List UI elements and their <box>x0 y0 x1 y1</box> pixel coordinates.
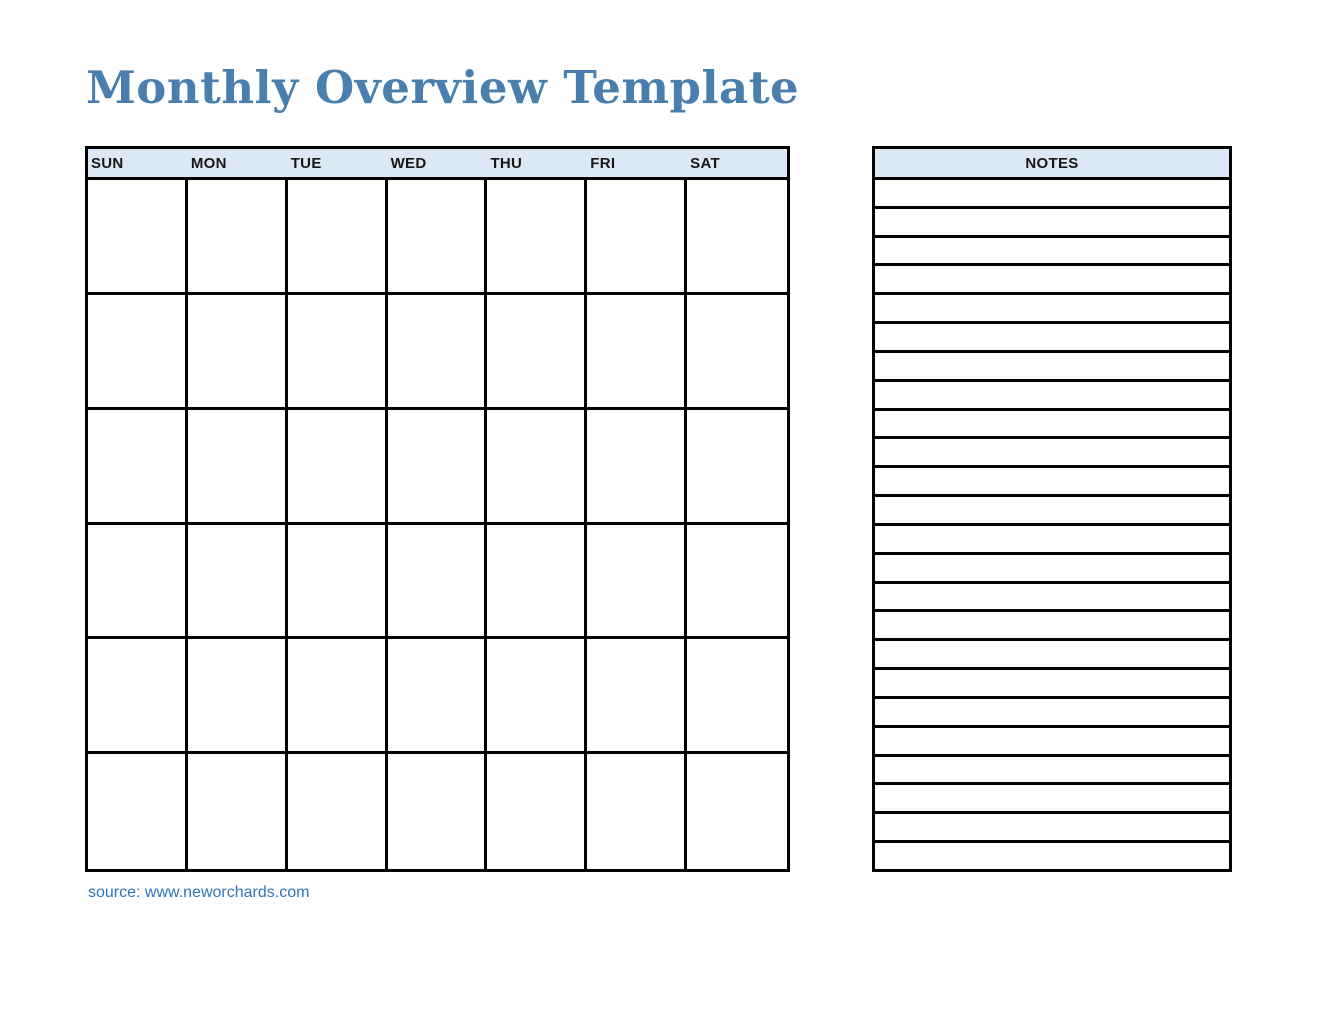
note-row[interactable] <box>875 353 1229 382</box>
note-row[interactable] <box>875 209 1229 238</box>
note-row[interactable] <box>875 180 1229 209</box>
calendar-day-cell[interactable] <box>487 639 587 754</box>
calendar-day-cell[interactable] <box>687 295 787 410</box>
calendar-day-cell[interactable] <box>288 295 388 410</box>
calendar-day-cell[interactable] <box>388 295 488 410</box>
calendar-day-cell[interactable] <box>587 410 687 525</box>
calendar-day-cell[interactable] <box>288 180 388 295</box>
note-row[interactable] <box>875 728 1229 757</box>
calendar-day-cell[interactable] <box>88 410 188 525</box>
calendar-day-cell[interactable] <box>687 754 787 869</box>
note-row[interactable] <box>875 814 1229 843</box>
day-header-thu: THU <box>490 154 523 172</box>
calendar-day-cell[interactable] <box>587 754 687 869</box>
calendar-day-cell[interactable] <box>188 180 288 295</box>
note-row[interactable] <box>875 295 1229 324</box>
calendar-header-row <box>88 149 787 180</box>
calendar-day-cell[interactable] <box>487 180 587 295</box>
note-row[interactable] <box>875 555 1229 584</box>
calendar-day-cell[interactable] <box>88 525 188 640</box>
note-row[interactable] <box>875 699 1229 728</box>
note-row[interactable] <box>875 670 1229 699</box>
calendar-day-cell[interactable] <box>88 754 188 869</box>
calendar-day-cell[interactable] <box>288 525 388 640</box>
calendar-day-cell[interactable] <box>388 754 488 869</box>
day-header-wed: WED <box>390 154 427 172</box>
day-header-tue: TUE <box>290 154 322 172</box>
calendar-day-cell[interactable] <box>487 295 587 410</box>
calendar-day-cell[interactable] <box>587 525 687 640</box>
note-row[interactable] <box>875 785 1229 814</box>
note-row[interactable] <box>875 411 1229 440</box>
note-row[interactable] <box>875 266 1229 295</box>
calendar-day-cell[interactable] <box>587 639 687 754</box>
calendar-day-cell[interactable] <box>587 295 687 410</box>
calendar-day-cell[interactable] <box>687 639 787 754</box>
calendar-day-cell[interactable] <box>188 754 288 869</box>
calendar-day-cell[interactable] <box>487 754 587 869</box>
calendar-table <box>85 146 790 872</box>
notes-table <box>872 146 1232 872</box>
calendar-day-cell[interactable] <box>388 525 488 640</box>
note-row[interactable] <box>875 468 1229 497</box>
note-row[interactable] <box>875 843 1229 869</box>
calendar-day-cell[interactable] <box>487 525 587 640</box>
calendar-day-cell[interactable] <box>188 410 288 525</box>
notes-header: NOTES <box>875 149 1229 180</box>
calendar-day-cell[interactable] <box>288 754 388 869</box>
calendar-day-cell[interactable] <box>687 410 787 525</box>
note-row[interactable] <box>875 641 1229 670</box>
day-header-sat: SAT <box>690 154 720 172</box>
note-row[interactable] <box>875 612 1229 641</box>
calendar-day-cell[interactable] <box>88 639 188 754</box>
calendar-day-cell[interactable] <box>388 410 488 525</box>
calendar-day-cell[interactable] <box>288 410 388 525</box>
day-header-fri: FRI <box>590 154 616 172</box>
note-row[interactable] <box>875 497 1229 526</box>
calendar-day-cell[interactable] <box>687 525 787 640</box>
calendar-day-cell[interactable] <box>288 639 388 754</box>
calendar-day-cell[interactable] <box>188 639 288 754</box>
page-title: Monthly Overview Template <box>86 61 800 114</box>
calendar-day-cell[interactable] <box>487 410 587 525</box>
calendar-day-cell[interactable] <box>88 180 188 295</box>
calendar-day-cell[interactable] <box>388 639 488 754</box>
source-link[interactable]: source: www.neworchards.com <box>88 884 310 901</box>
calendar-day-cell[interactable] <box>687 180 787 295</box>
calendar-day-cell[interactable] <box>188 525 288 640</box>
calendar-day-cell[interactable] <box>388 180 488 295</box>
calendar-day-cell[interactable] <box>587 180 687 295</box>
note-row[interactable] <box>875 439 1229 468</box>
note-row[interactable] <box>875 584 1229 613</box>
calendar-day-cell[interactable] <box>188 295 288 410</box>
calendar-day-cell[interactable] <box>88 295 188 410</box>
day-header-mon: MON <box>190 154 227 172</box>
day-header-sun: SUN <box>91 154 124 172</box>
note-row[interactable] <box>875 382 1229 411</box>
notes-rows <box>875 180 1229 869</box>
note-row[interactable] <box>875 526 1229 555</box>
note-row[interactable] <box>875 238 1229 267</box>
note-row[interactable] <box>875 757 1229 786</box>
note-row[interactable] <box>875 324 1229 353</box>
calendar-grid <box>88 180 787 869</box>
